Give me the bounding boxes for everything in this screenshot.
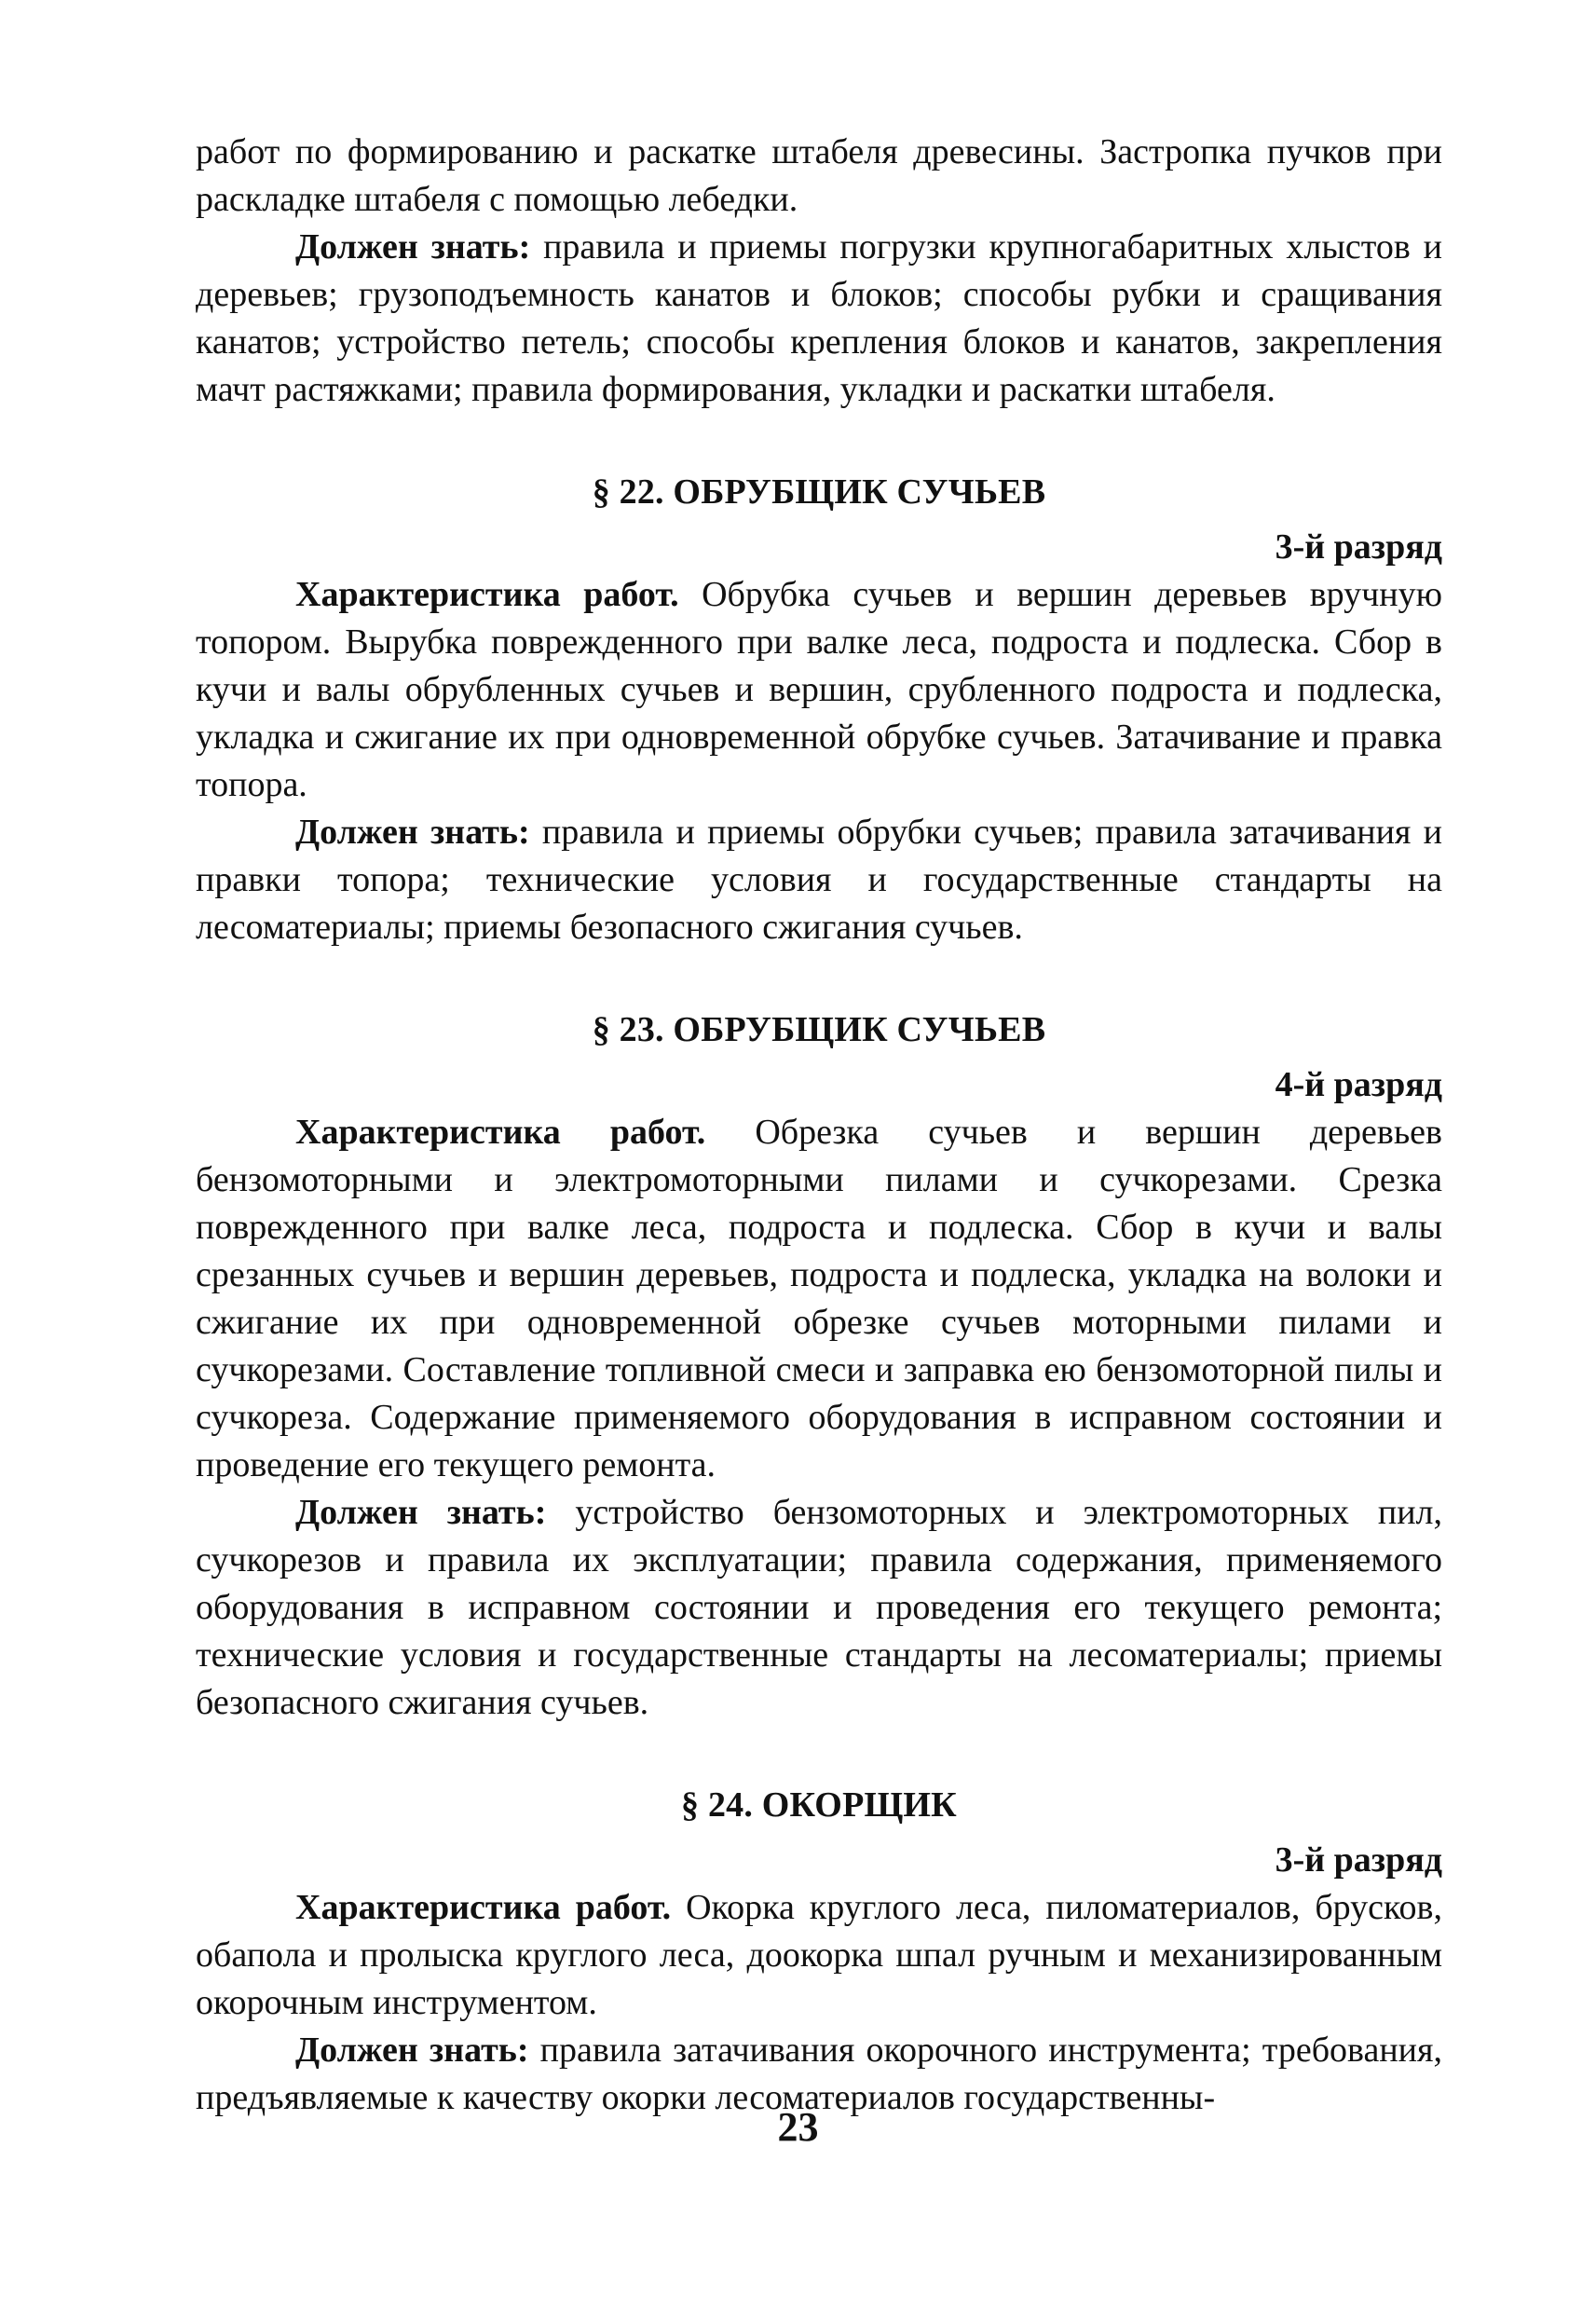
section-title: § 24. ОКОРЩИК xyxy=(681,1785,957,1825)
work-text: Обрезка сучьев и вершин деревьев бензомоторными и электромоторными пилами и сучкорезами. Срезка поврежденного при валке леса, подроста и подлеска. Сбор в кучи и валы срезанных сучьев и вершин деревьев, подроста и подлеска, укладка на волоки и сжигание их при одновременной обрезке сучьев моторными пилами и сучкорезами. Составление топливной смеси и заправка ею бензомоторной пилы и сучкореза. Содержание применяемого оборудования в исправном состоянии и проведение его текущего ремонта. xyxy=(196,1113,1442,1484)
knowledge-text: правила затачивания окорочного инструмента; требования, предъявляемые к качеству окорки лесоматериалов государственны- xyxy=(196,2031,1442,2117)
knowledge-text: правила и приемы погрузки крупногабаритных хлыстов и деревьев; грузоподъемность канатов и блоков; способы рубки и сращивания канатов; устройство петель; способы крепления блоков и канатов, закрепления мачт растяжками; правила формирования, укладки и раскатки штабеля. xyxy=(196,227,1442,409)
knowledge-paragraph xyxy=(196,809,1442,951)
work-label: Характеристика работ. xyxy=(295,1888,672,1927)
knowledge-label: Должен знать: xyxy=(295,2031,529,2070)
document-page xyxy=(196,129,1442,2122)
section-22 xyxy=(196,469,1442,951)
work-characteristics-paragraph xyxy=(196,571,1442,809)
page-number: 23 xyxy=(777,2104,819,2150)
work-label: Характеристика работ. xyxy=(295,575,679,614)
work-text: Окорка круглого леса, пиломатериалов, брусков, обапола и пролыска круглого леса, доокорка шпал ручным и механизированным окорочным инструментом. xyxy=(196,1888,1442,2022)
knowledge-label: Должен знать: xyxy=(295,1493,547,1532)
knowledge-text: правила и приемы обрубки сучьев; правила затачивания и правки топора; технические условия и государственные стандарты на лесоматериалы; приемы безопасного сжигания сучьев. xyxy=(196,813,1442,947)
section-title: § 22. ОБРУБЩИК СУЧЬЕВ xyxy=(592,472,1046,512)
section-24 xyxy=(196,1782,1442,2122)
work-text: Обрубка сучьев и вершин деревьев вручную топором. Вырубка поврежденного при валке леса, подроста и подлеска. Сбор в кучи и валы обрубленных сучьев и вершин, срубленного подроста и подлеска, укладка и сжигание их при одновременной обрубке сучьев. Затачивание и правка топора. xyxy=(196,575,1442,804)
work-characteristics-paragraph xyxy=(196,1884,1442,2027)
work-characteristics-paragraph xyxy=(196,1109,1442,1489)
intro-knowledge-paragraph xyxy=(196,224,1442,414)
section-23 xyxy=(196,1006,1442,1727)
knowledge-text: устройство бензомоторных и электромоторных пил, сучкорезов и правила их эксплуатации; правила содержания, применяемого оборудования в исправном состоянии и проведения его текущего ремонта; технические условия и государственные стандарты на лесоматериалы; приемы безопасного сжигания сучьев. xyxy=(196,1493,1442,1722)
knowledge-paragraph xyxy=(196,1489,1442,1727)
section-grade: 4-й разряд xyxy=(1275,1065,1442,1104)
work-label: Характеристика работ. xyxy=(295,1113,706,1152)
intro-continuation: работ по формированию и раскатке штабеля древесины. Застропка пучков при раскладке штабеля с помощью лебедки. xyxy=(196,132,1442,219)
section-title: § 23. ОБРУБЩИК СУЧЬЕВ xyxy=(592,1010,1046,1049)
knowledge-label: Должен знать: xyxy=(295,813,530,852)
section-grade: 3-й разряд xyxy=(1275,527,1442,567)
section-grade: 3-й разряд xyxy=(1275,1840,1442,1880)
knowledge-label: Должен знать: xyxy=(295,227,531,267)
